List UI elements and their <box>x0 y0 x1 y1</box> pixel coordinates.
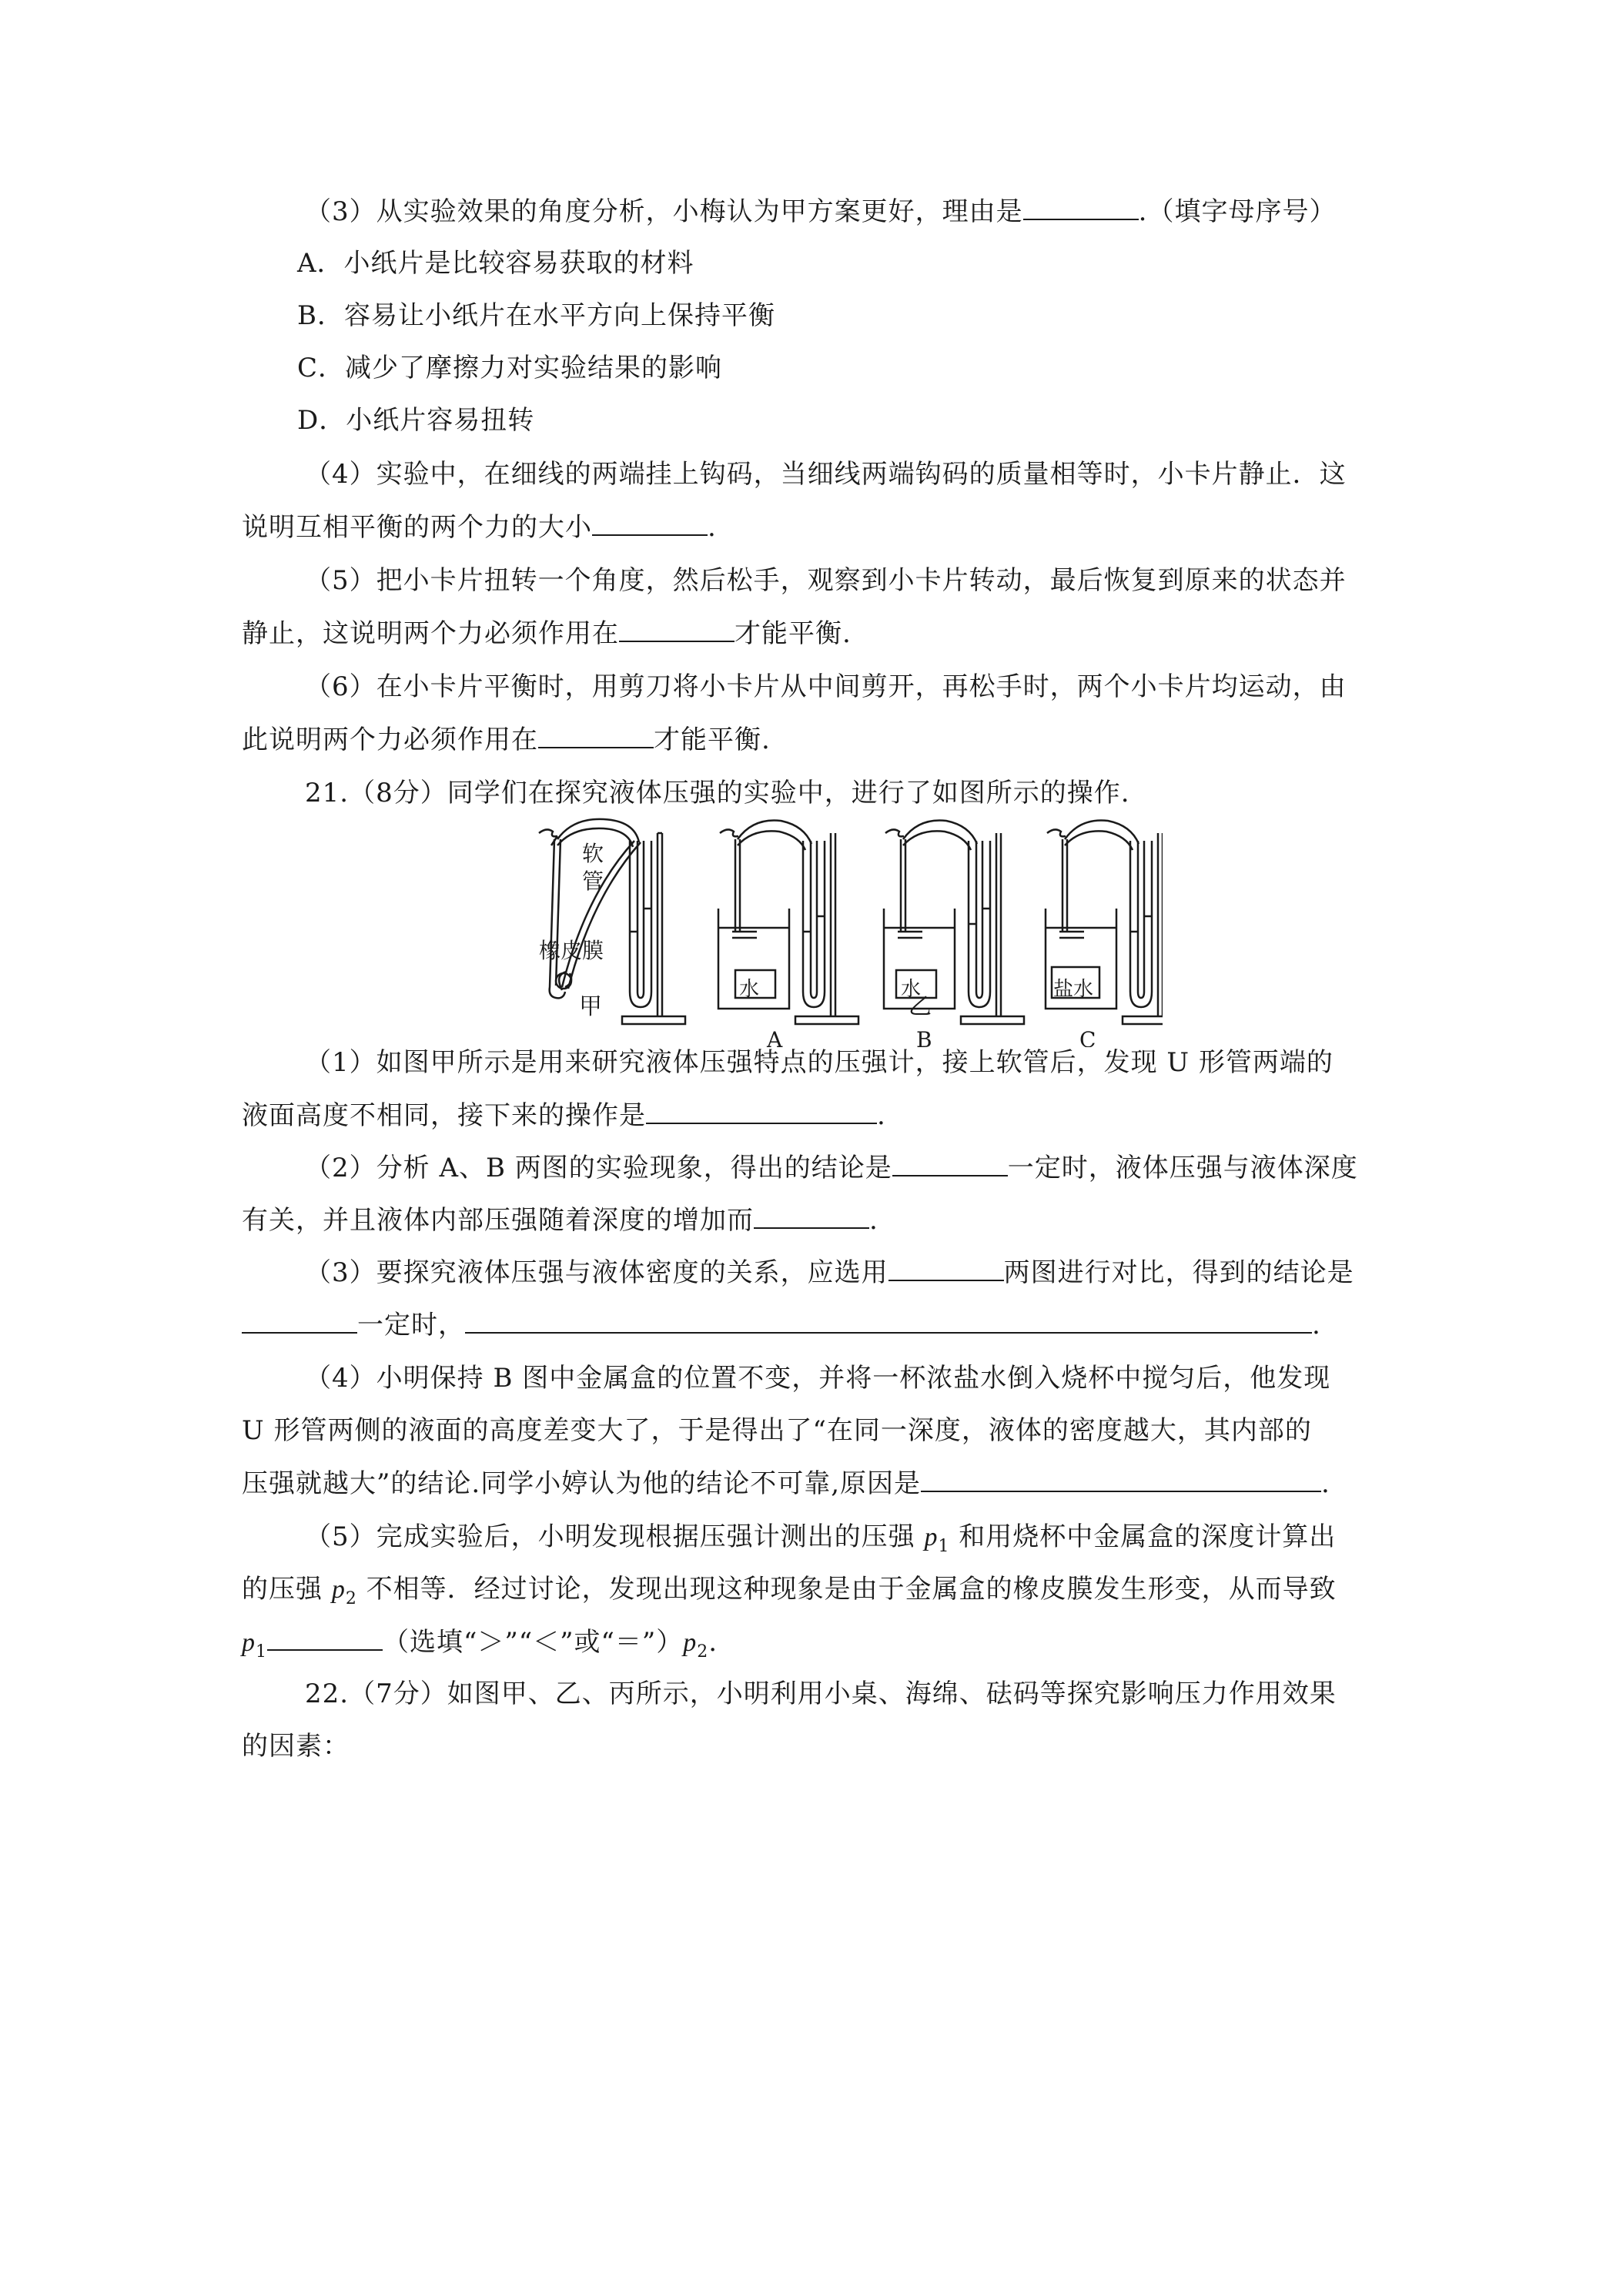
label-hose-1: 软 <box>582 841 604 866</box>
label-c: C <box>1079 1027 1096 1047</box>
q21-part4-line1: （4）小明保持 B 图中金属盒的位置不变，并将一杯浓盐水倒入烧杯中搅匀后，他发现 <box>305 1363 1331 1394</box>
q21-part2-line1: （2）分析 A、B 两图的实验现象，得出的结论是 一定时，液体压强与液体深度 <box>305 1153 1358 1183</box>
q22-stem-line2: 的因素： <box>242 1731 350 1762</box>
label-jia: 甲 <box>579 993 603 1020</box>
answer-blank[interactable] <box>646 1099 877 1124</box>
answer-blank[interactable] <box>538 724 654 748</box>
answer-blank[interactable] <box>754 1204 869 1229</box>
q20-option-c: C．减少了摩擦力对实验结果的影响 <box>297 353 723 383</box>
liquid-a: 水 <box>739 978 760 1001</box>
label-b: B <box>916 1027 932 1047</box>
label-a: A <box>767 1027 783 1047</box>
q21-part4-line3: 压强就越大”的结论.同学小婷认为他的结论不可靠,原因是 . <box>242 1468 1330 1499</box>
q21-part1-line1: （1）如图甲所示是用来研究液体压强特点的压强计，接上软管后，发现 U 形管两端的 <box>305 1047 1334 1078</box>
answer-blank[interactable] <box>242 1309 357 1334</box>
answer-blank[interactable] <box>592 511 708 536</box>
pressure-gauge-figure <box>531 816 1163 1047</box>
q20-part5-line2: 静止，这说明两个力必须作用在 才能平衡. <box>242 618 852 649</box>
q21-part5-line2: 的压强 $p_2$ 不相等．经过讨论，发现出现这种现象是由于金属盒的橡皮膜发生形变，从而导致 <box>242 1574 1337 1608</box>
q21-part5-line3: $p_1$ （选填“＞”“＜”或“$=”)p_2$. <box>242 1627 718 1662</box>
q20-option-d: D．小纸片容易扭转 <box>297 405 535 436</box>
q21-part3-line2: 一定时， . <box>242 1309 1321 1340</box>
liquid-c: 盐水 <box>1053 978 1094 1001</box>
answer-blank[interactable] <box>267 1626 383 1651</box>
q21-part1-line2: 液面高度不相同，接下来的操作是 . <box>242 1100 886 1131</box>
q20-part5-line1: （5）把小卡片扭转一个角度，然后松手，观察到小卡片转动，最后恢复到原来的状态并 <box>305 565 1347 596</box>
q20-option-b: B．容易让小纸片在水平方向上保持平衡 <box>297 300 775 331</box>
q21-stem: 21.（8分）同学们在探究液体压强的实验中，进行了如图所示的操作. <box>305 778 1130 808</box>
q20-part3: （3）从实验效果的角度分析，小梅认为甲方案更好，理由是 .（填字母序号） <box>305 196 1337 227</box>
answer-blank[interactable] <box>892 1152 1008 1176</box>
label-hose-2: 管 <box>582 869 604 894</box>
q20-part4-line2: 说明互相平衡的两个力的大小 . <box>242 512 717 543</box>
q22-stem-line1: 22.（7分）如图甲、乙、丙所示，小明利用小桌、海绵、砝码等探究影响压力作用效果 <box>305 1678 1337 1709</box>
label-membrane: 橡皮膜 <box>539 938 604 963</box>
q21-part5-line1: （5）完成实验后，小明发现根据压强计测出的压强 $p_1$ 和用烧杯中金属盒的深度计算出 <box>305 1521 1337 1556</box>
q20-part6-line2: 此说明两个力必须作用在 才能平衡. <box>242 725 771 755</box>
q20-part4-line1: （4）实验中，在细线的两端挂上钩码，当细线两端钩码的质量相等时，小卡片静止．这 <box>305 459 1347 490</box>
liquid-b: 水 <box>901 978 922 1001</box>
q21-part3-line1: （3）要探究液体压强与液体密度的关系，应选用 两图进行对比，得到的结论是 <box>305 1257 1354 1288</box>
answer-blank[interactable] <box>921 1468 1321 1492</box>
q21-part2-line2: 有关，并且液体内部压强随着深度的增加而 . <box>242 1205 878 1236</box>
q20-option-a: A．小纸片是比较容易获取的材料 <box>297 248 694 279</box>
q21-part4-line2: U 形管两侧的液面的高度差变大了，于是得出了“在同一深度，液体的密度越大，其内部的 <box>242 1415 1312 1446</box>
answer-blank[interactable] <box>619 618 735 642</box>
answer-blank[interactable] <box>1023 196 1139 220</box>
answer-blank[interactable] <box>465 1309 1312 1334</box>
label-yi: 乙 <box>909 993 932 1020</box>
answer-blank[interactable] <box>888 1257 1004 1281</box>
q20-part6-line1: （6）在小卡片平衡时，用剪刀将小卡片从中间剪开，再松手时，两个小卡片均运动，由 <box>305 671 1347 702</box>
gauge-jia <box>539 819 685 1024</box>
